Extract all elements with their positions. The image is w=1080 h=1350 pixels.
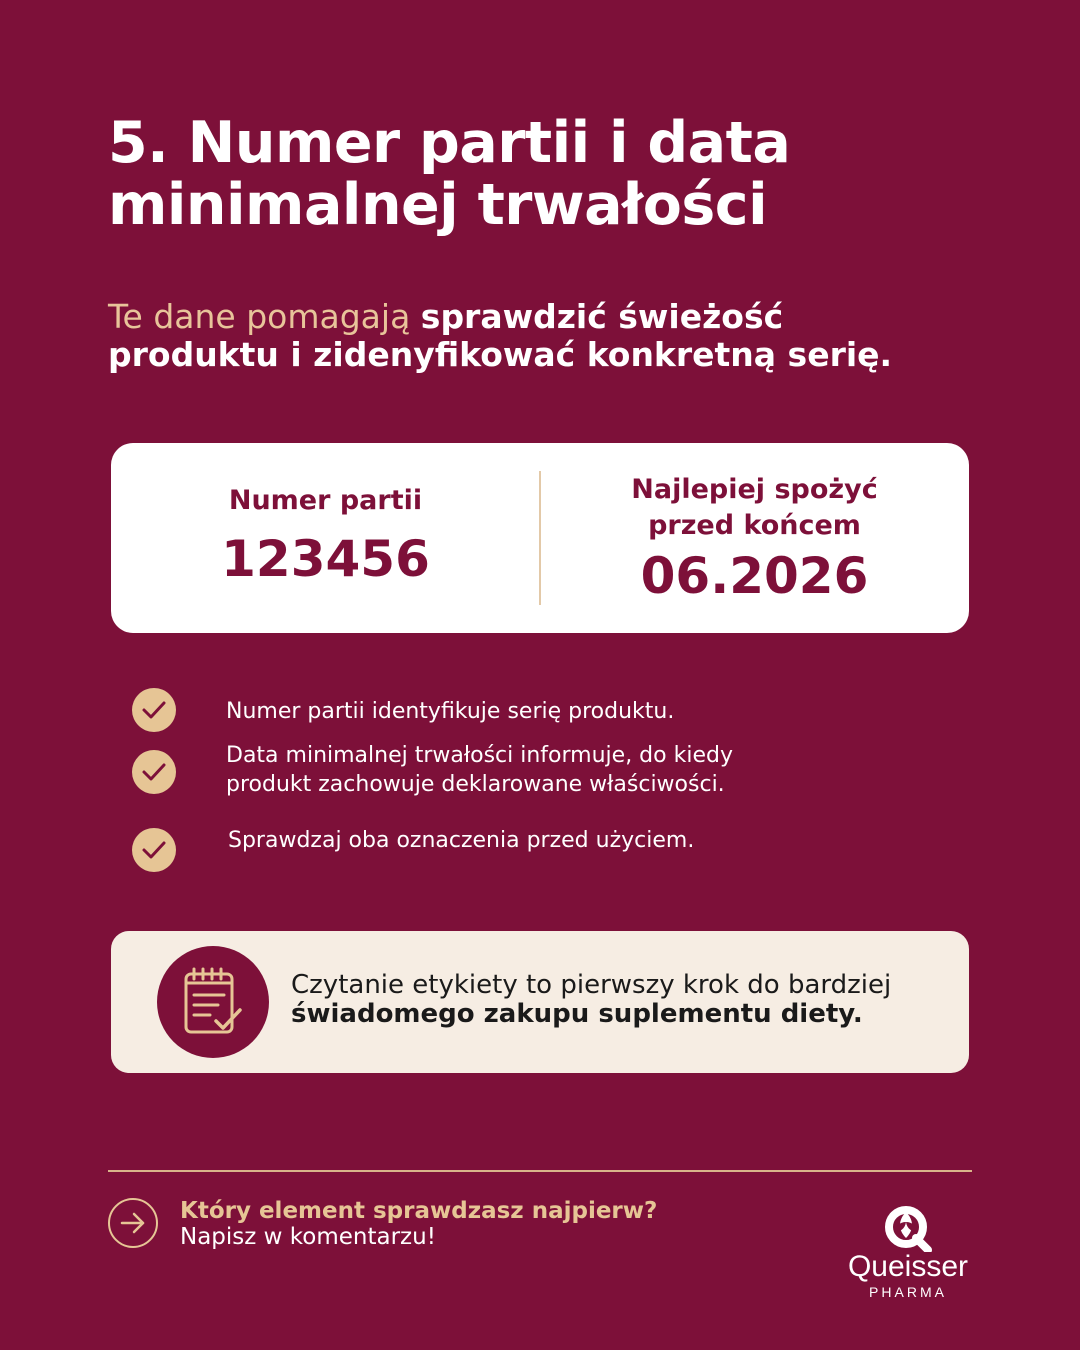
subtitle-bold-2: produktu i zidenyfikować konkretną serię. <box>108 335 893 374</box>
title-line-1: 5. Numer partii i data <box>108 110 791 176</box>
subtitle-bold-1: sprawdzić świeżość <box>420 297 784 336</box>
tip-card <box>111 931 969 1073</box>
check-icon <box>132 688 176 732</box>
batch-number-value: 123456 <box>221 530 430 588</box>
footer-divider <box>108 1170 972 1172</box>
footer-question: Który element sprawdzasz najpierw? <box>180 1198 658 1224</box>
label-info-card <box>111 443 969 633</box>
best-before-column <box>540 443 969 633</box>
checklist-text-line-2: produkt zachowuje deklarowane właściwości. <box>226 772 725 797</box>
best-before-label-line-1: Najlepiej spożyć <box>631 474 878 505</box>
logo-subtitle: PHARMA <box>869 1284 947 1300</box>
notepad-check-icon <box>182 966 244 1038</box>
batch-number-column <box>111 443 540 633</box>
checklist-text <box>226 741 926 799</box>
subtitle-light: Te dane pomagają <box>108 297 411 336</box>
check-icon <box>132 828 176 872</box>
checklist-text-line-1: Data minimalnej trwałości informuje, do kiedy <box>226 743 733 768</box>
best-before-value: 06.2026 <box>640 547 869 605</box>
arrow-right-icon <box>108 1198 158 1248</box>
checklist-text <box>228 826 928 855</box>
queisser-logo-icon <box>880 1204 936 1252</box>
checklist-text-line-1: Numer partii identyfikuje serię produktu. <box>226 699 675 724</box>
tip-text-bold: świadomego zakupu suplementu diety. <box>291 999 863 1029</box>
checklist-text <box>226 697 926 726</box>
notepad-badge <box>157 946 269 1058</box>
batch-number-label: Numer partii <box>228 485 423 516</box>
footer-subtext: Napisz w komentarzu! <box>180 1224 436 1250</box>
page-title <box>108 112 968 236</box>
check-icon <box>132 750 176 794</box>
tip-text <box>291 971 951 1029</box>
tip-text-regular: Czytanie etykiety to pierwszy krok do bardziej <box>291 970 892 1000</box>
subtitle <box>108 298 988 374</box>
best-before-label <box>605 472 905 544</box>
title-line-2: minimalnej trwałości <box>108 172 768 238</box>
best-before-label-line-2: przed końcem <box>648 510 861 541</box>
checklist-text-line-1: Sprawdzaj oba oznaczenia przed użyciem. <box>228 828 695 853</box>
logo-name: Queisser <box>847 1250 969 1283</box>
brand-logo <box>838 1200 978 1310</box>
